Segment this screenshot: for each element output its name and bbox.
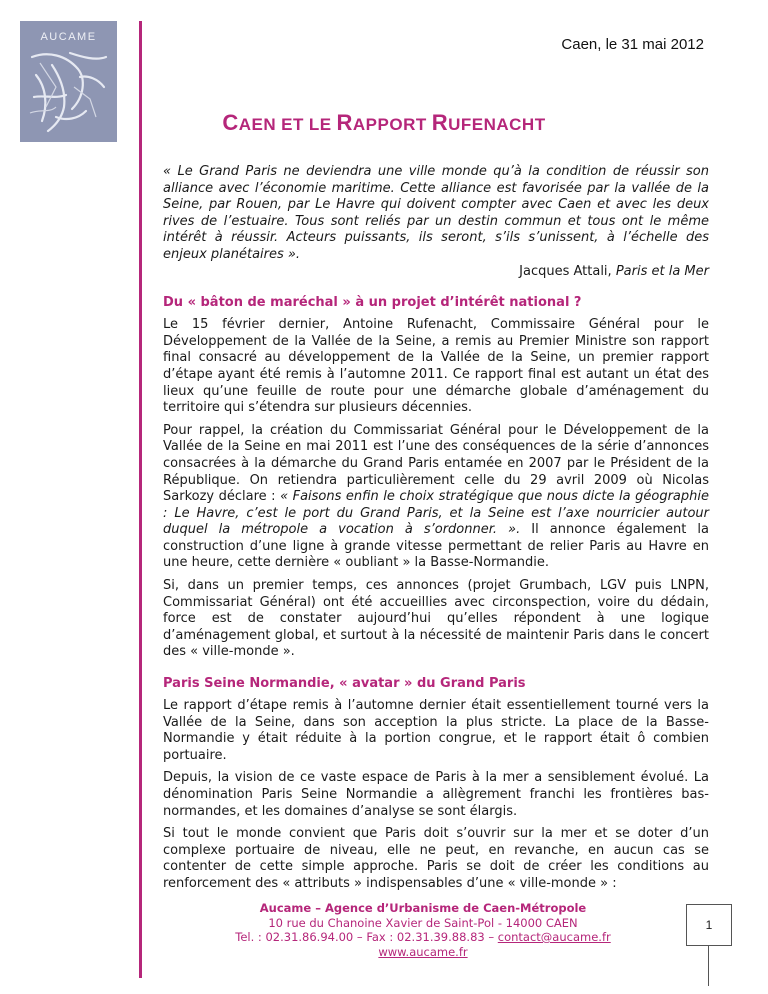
margin-rule xyxy=(139,21,142,978)
paragraph: Pour rappel, la création du Commissariat Général pour le Développement de la Vallée de la Seine en mai 2011 est l’une des conséquences de la série d’annonces consacrées à la démarche du Grand Paris entamée en 2007 par le Président de la République. On retiendra particulièrement celle du 29 avril 2009 où Nicolas Sarkozy déclare : « Faisons enfin le choix stratégique que nous dicte la géographie : Le Havre, c’est le port du Grand Paris, et la Seine est l’axe nourricier autour duquel la métropole a vocation à s’ordonner. ». Il annonce également la construction d’une ligne à grande vitesse permettant de relier Paris au Havre en une heure, cette dernière « oubliant » la Basse-Normandie. xyxy=(163,422,710,571)
website-link[interactable]: www.aucame.fr xyxy=(378,944,468,959)
section-heading-2: Paris Seine Normandie, « avatar » du Grand Paris xyxy=(163,676,526,692)
logo-text: AUCAME xyxy=(40,31,97,43)
paragraph: Le 15 février dernier, Antoine Rufenacht, Commissaire Général pour le Développement de la Vallée de la Seine, a remis au Premier Ministre son rapport final consacré au développement de la Vallée de la Seine, un premier rapport d’étape ayant été remis à l’automne 2011. Ce rapport final est autant un état des lieux qu’une feuille de route pour une démarche globale d’aménagement du territoire qui s’étendra sur plusieurs décennies. xyxy=(163,317,709,416)
page-footer xyxy=(150,901,696,959)
paragraph: Le rapport d’étape remis à l’automne dernier était essentiellement tourné vers la Vallée de la Seine, dans son acception la plus stricte. La place de la Basse-Normandie y était réduite à la portion congrue, et le rapport était ô combien portuaire. xyxy=(163,698,709,763)
epigraph-quote: « Le Grand Paris ne deviendra une ville monde qu’à la condition de réussir son alliance avec l’économie maritime. Cette alliance est favorisée par la vallée de la Seine, par Rouen, par Le Havre qui doivent compter avec Caen et avec les deux rives de l’estuaire. Tous sont reliés par un destin commun et tous ont le même intérêt à réussir. Acteurs puissants, ils seront, s’ils s’unissent, à l’échelle des enjeux planétaires ». xyxy=(163,164,709,262)
paragraph: Si, dans un premier temps, ces annonces (projet Grumbach, LGV puis LNPN, Commissariat Général) ont été accueillies avec circonspection, voire du dédain, force est de constater aujourd’hui qu’elles répondent à une logique d’aménagement global, et surtout à la nécessité de maintenir Paris dans le concert des « ville-monde ». xyxy=(163,578,709,660)
footer-address: 10 rue du Chanoine Xavier de Saint-Pol - 14000 CAEN xyxy=(268,915,578,930)
footer-organization: Aucame – Agence d’Urbanisme de Caen-Métropole xyxy=(259,901,587,915)
document-title: CAEN ET LE RAPPORT RUFENACHT xyxy=(222,110,546,135)
footer-contact: Tel. : 02.31.86.94.00 – Fax : 02.31.39.88.83 – contact@aucame.fr xyxy=(235,930,611,944)
paragraph: Si tout le monde convient que Paris doit s’ouvrir sur la mer et se doter d’un complexe portuaire de niveau, elle ne peut, en revanche, en aucun cas se contenter de cette simple approche. Paris se doit de créer les conditions au renforcement des « attributs » indispensables d’une « ville-monde » : xyxy=(163,826,709,891)
email-link[interactable]: contact@aucame.fr xyxy=(497,930,611,944)
page-number-connector xyxy=(708,946,709,986)
document-date: Caen, le 31 mai 2012 xyxy=(561,36,704,53)
page-number: 1 xyxy=(686,904,732,946)
document-body xyxy=(163,164,709,899)
paragraph: Depuis, la vision de ce vaste espace de Paris à la mer a sensiblement évolué. La dénomination Paris Seine Normandie a allègrement franchi les frontières bas-normandes, et les domaines d’analyse se sont élargis. xyxy=(163,770,709,819)
section-heading-1: Du « bâton de maréchal » à un projet d’intérêt national ? xyxy=(163,295,582,311)
epigraph-attribution: Jacques Attali, Paris et la Mer xyxy=(519,263,709,279)
